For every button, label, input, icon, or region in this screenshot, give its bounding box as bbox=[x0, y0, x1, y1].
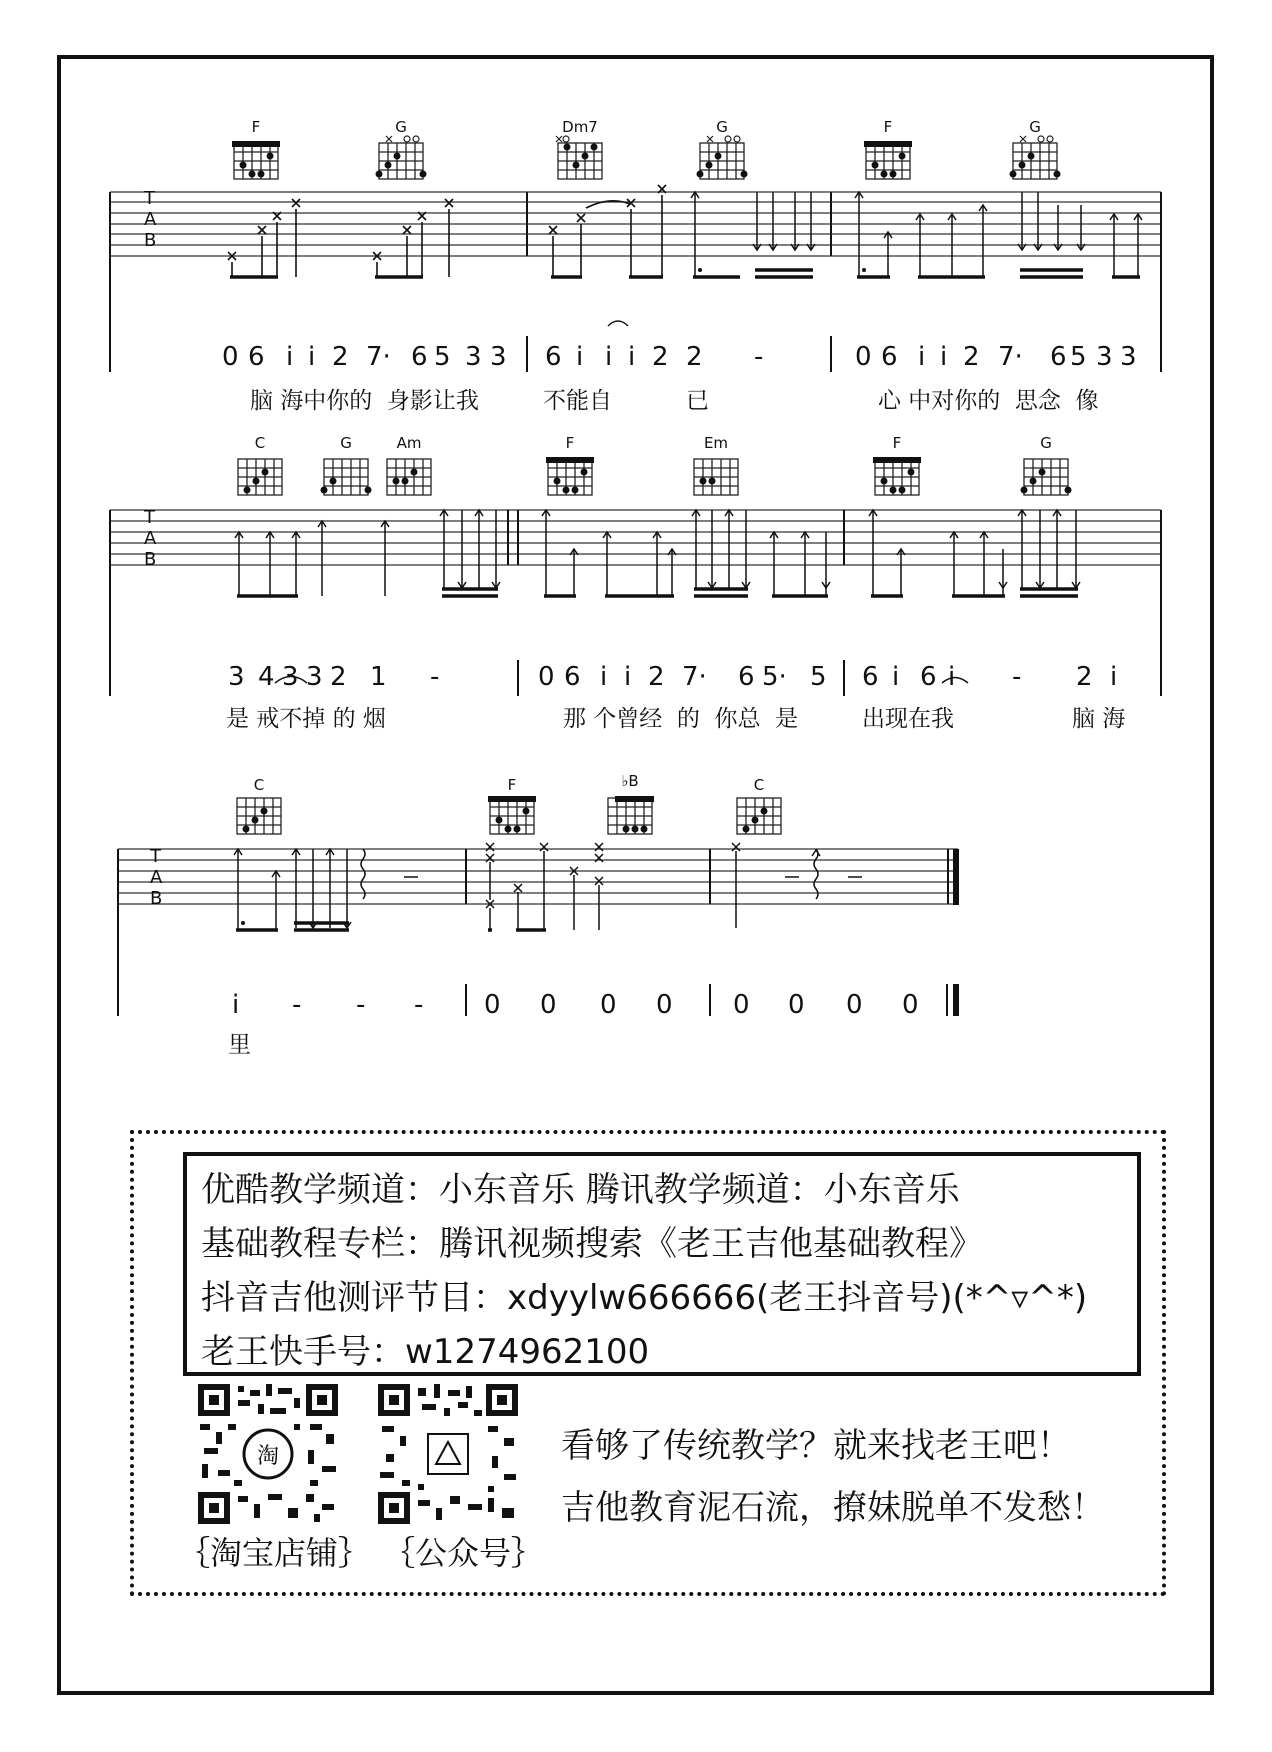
note-number: 6 bbox=[545, 342, 562, 372]
chord-name: C bbox=[753, 776, 765, 794]
note-number: 3 bbox=[306, 662, 323, 692]
note-number: - bbox=[356, 990, 366, 1020]
note-number: 0 bbox=[846, 990, 863, 1020]
note-number: 2 bbox=[332, 342, 349, 372]
chord-name: F bbox=[251, 118, 261, 136]
note-number: i bbox=[918, 342, 926, 372]
note-number: 2 bbox=[686, 342, 703, 372]
note-number: 6 bbox=[564, 662, 581, 692]
note-number: i bbox=[624, 662, 632, 692]
chord-name: G bbox=[1029, 118, 1041, 136]
note-number: i bbox=[605, 342, 613, 372]
note-number: 3 bbox=[228, 662, 245, 692]
note-number: i bbox=[576, 342, 584, 372]
note-number: i bbox=[892, 662, 900, 692]
tab-letter: A bbox=[144, 209, 157, 230]
note-number: 0 bbox=[600, 990, 617, 1020]
tab-clef bbox=[144, 507, 156, 570]
lyric: 出现在我 bbox=[862, 706, 954, 732]
note-number: - bbox=[1012, 662, 1022, 692]
lyric: 脑 海 bbox=[1072, 706, 1126, 732]
note-number: i bbox=[948, 662, 956, 692]
chord-name: C bbox=[253, 776, 265, 794]
chord-name: G bbox=[1040, 434, 1052, 452]
promo-douyin: 抖音吉他测评节目：xdyylw666666(老王抖音号)(*^▿^*) bbox=[201, 1278, 1088, 1318]
lyric: 不能自 bbox=[543, 388, 612, 414]
note-number: 6 bbox=[248, 342, 265, 372]
tab-letter: A bbox=[144, 528, 157, 549]
slogan-1: 看够了传统教学？就来找老王吧！ bbox=[561, 1426, 1071, 1466]
note-number: i bbox=[940, 342, 948, 372]
chord-name: Dm7 bbox=[562, 118, 598, 136]
chord-name: Am bbox=[396, 434, 422, 452]
note-number: i bbox=[600, 662, 608, 692]
chord-name: G bbox=[716, 118, 728, 136]
chord-name: Em bbox=[703, 434, 729, 452]
tab-clef bbox=[150, 846, 162, 909]
taobao-store-label: ｛淘宝店铺｝ bbox=[178, 1534, 371, 1572]
note-number: 5· bbox=[762, 662, 787, 692]
note-number: 0 bbox=[855, 342, 872, 372]
lyric: 心 中对你的 思念 像 bbox=[878, 388, 1099, 414]
tab-clef bbox=[144, 188, 156, 251]
qr-code-taobao[interactable] bbox=[198, 1384, 338, 1524]
note-number: 0 bbox=[656, 990, 673, 1020]
tab-letter: T bbox=[150, 846, 161, 867]
note-number: 3 bbox=[282, 662, 299, 692]
note-number: 6 bbox=[1050, 342, 1067, 372]
note-number: 0 bbox=[484, 990, 501, 1020]
chord-name: ♭B bbox=[621, 772, 639, 790]
wechat-account-label: ｛公众号｝ bbox=[383, 1534, 544, 1572]
chord-name: F bbox=[565, 434, 575, 452]
note-number: 2 bbox=[648, 662, 665, 692]
note-number: 2 bbox=[330, 662, 347, 692]
tab-letter: B bbox=[144, 549, 157, 570]
note-number: 1 bbox=[370, 662, 387, 692]
note-number: i bbox=[1110, 662, 1118, 692]
slogan-2: 吉他教育泥石流，撩妹脱单不发愁！ bbox=[561, 1488, 1105, 1528]
note-number: 0 bbox=[902, 990, 919, 1020]
lyric: 是 戒不掉 的 烟 bbox=[226, 706, 386, 732]
lyric: 脑 海中你的 身影让我 bbox=[250, 388, 479, 414]
note-number: 0 bbox=[788, 990, 805, 1020]
note-number: 5 bbox=[1070, 342, 1087, 372]
tab-letter: B bbox=[150, 888, 163, 909]
note-number: 2 bbox=[963, 342, 980, 372]
chord-name: F bbox=[883, 118, 893, 136]
tab-staff bbox=[0, 760, 1272, 1060]
note-number: i bbox=[628, 342, 636, 372]
note-number: 6 bbox=[411, 342, 428, 372]
tab-letter: T bbox=[144, 188, 155, 209]
promo-course: 基础教程专栏：腾讯视频搜索《老王吉他基础教程》 bbox=[201, 1224, 983, 1264]
chord-name: C bbox=[254, 434, 266, 452]
note-number: 2 bbox=[1076, 662, 1093, 692]
note-number: 6 bbox=[738, 662, 755, 692]
note-number: - bbox=[414, 990, 424, 1020]
note-number: - bbox=[292, 990, 302, 1020]
note-number: i bbox=[308, 342, 316, 372]
lyric: 那 个曾经 的 你总 是 bbox=[563, 706, 799, 732]
note-number: - bbox=[754, 342, 764, 372]
note-number: 0 bbox=[538, 662, 555, 692]
chord-diagram bbox=[234, 143, 1057, 179]
note-number: 6 bbox=[881, 342, 898, 372]
note-number: 6 bbox=[862, 662, 879, 692]
note-number: i bbox=[232, 990, 240, 1020]
note-number: i bbox=[286, 342, 294, 372]
chord-name: G bbox=[395, 118, 407, 136]
note-number: 3 bbox=[465, 342, 482, 372]
chord-name: G bbox=[340, 434, 352, 452]
tab-letter: T bbox=[144, 507, 155, 528]
note-number: 3 bbox=[1120, 342, 1137, 372]
promo-channels: 优酷教学频道：小东音乐 腾讯教学频道：小东音乐 bbox=[201, 1170, 960, 1210]
note-number: 7· bbox=[998, 342, 1023, 372]
note-number: 6 bbox=[920, 662, 937, 692]
promo-kuaishou: 老王快手号：w1274962100 bbox=[201, 1332, 650, 1372]
tab-letter: A bbox=[150, 867, 163, 888]
note-number: 3 bbox=[1096, 342, 1113, 372]
note-number: - bbox=[430, 662, 440, 692]
note-number: 3 bbox=[490, 342, 507, 372]
note-number: 4 bbox=[258, 662, 275, 692]
promo-info-box bbox=[183, 1152, 1141, 1376]
note-number: 0 bbox=[540, 990, 557, 1020]
note-number: 0 bbox=[733, 990, 750, 1020]
note-number: 7· bbox=[366, 342, 391, 372]
tab-letter: B bbox=[144, 230, 157, 251]
chord-name: F bbox=[892, 434, 902, 452]
taobao-icon: 淘 bbox=[256, 1444, 280, 1469]
lyric: 里 bbox=[228, 1032, 251, 1058]
lyric: 已 bbox=[686, 388, 709, 414]
note-number: 0 bbox=[222, 342, 239, 372]
note-number: 7· bbox=[682, 662, 707, 692]
note-number: 5 bbox=[810, 662, 827, 692]
chord-name: F bbox=[507, 776, 517, 794]
note-number: 2 bbox=[652, 342, 669, 372]
qr-code-wechat[interactable] bbox=[378, 1384, 518, 1524]
note-number: 5 bbox=[434, 342, 451, 372]
